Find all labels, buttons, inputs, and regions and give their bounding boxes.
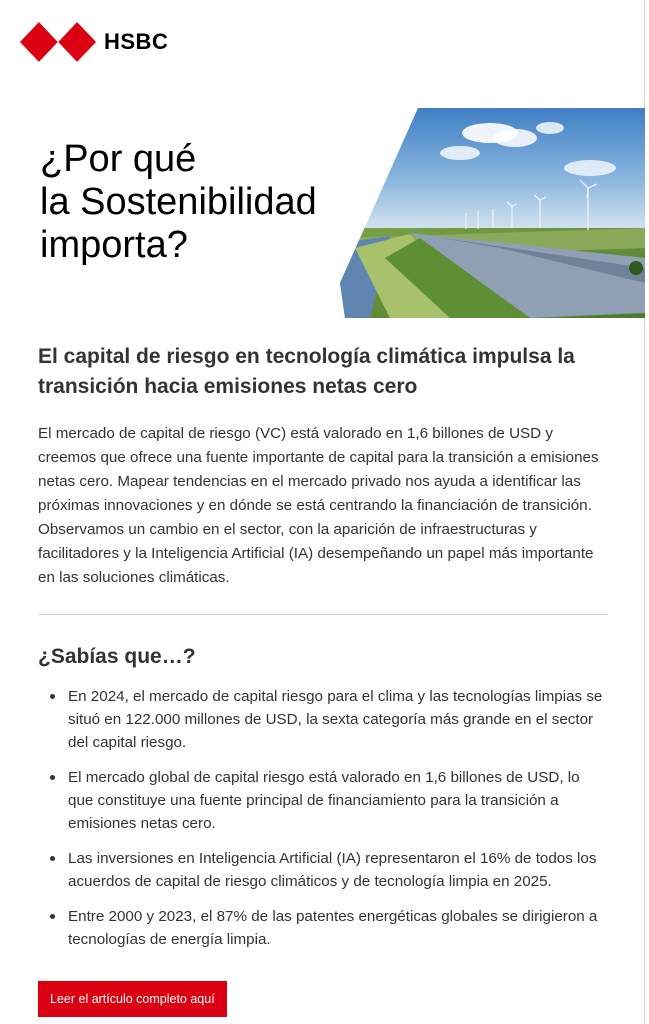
hero-title-line: ¿Por qué	[40, 138, 197, 180]
wind-turbines-solar-field-photo	[300, 108, 645, 318]
fact-text: En 2024, el mercado de capital riesgo para el clima y las tecnologías limpias se situó en 122.000 millones de USD, la sexta categoría más grande en el sector del capital riesgo.	[68, 688, 603, 751]
bullet-icon	[50, 694, 55, 699]
hero-title-line: la Sostenibilidad	[40, 181, 317, 223]
bullet-icon	[50, 914, 55, 919]
article-title: El capital de riesgo en tecnología climática impulsa la transición hacia emisiones netas cero	[38, 345, 575, 398]
fact-text: Las inversiones en Inteligencia Artificial (IA) representaron el 16% de todos los acuerdos de capital de riesgo climáticos y de tecnología limpia en 2025.	[68, 850, 597, 890]
section-divider	[38, 614, 608, 615]
list-item	[38, 847, 608, 893]
hero-banner	[0, 108, 645, 318]
bullet-icon	[50, 856, 55, 861]
hero-title	[40, 138, 317, 267]
bullet-icon	[50, 775, 55, 780]
fact-text: El mercado global de capital riesgo está valorado en 1,6 billones de USD, lo que constituye una fuente principal de financiamiento para la transición a emisiones netas cero.	[68, 769, 580, 832]
list-item	[38, 905, 608, 951]
article-body	[38, 342, 608, 1017]
fact-text: Entre 2000 y 2023, el 87% de las patentes energéticas globales se dirigieron a tecnologías de energía limpia.	[68, 908, 598, 948]
read-full-article-button[interactable]: Leer el artículo completo aquí	[38, 981, 227, 1017]
facts-title: ¿Sabías que…?	[38, 645, 196, 668]
header	[20, 22, 168, 62]
facts-list	[38, 685, 608, 951]
brand-name[interactable]: HSBC	[104, 29, 169, 54]
list-item	[38, 766, 608, 835]
hsbc-hexagon-logo-icon[interactable]	[20, 22, 96, 62]
hero-title-line: importa?	[40, 224, 188, 266]
article-intro: El mercado de capital de riesgo (VC) está valorado en 1,6 billones de USD y creemos que ofrece una fuente importante de capital para la transición a emisiones netas cero. Mapear tendencias en el mercado privado nos ayuda a identificar las próximas innovaciones y en dónde se está centrando la financiación de transición. Observamos un cambio en el sector, con la aparición de infraestructuras y facilitadores y la Inteligencia Artificial (IA) desempeñando un papel más importante en las soluciones climáticas.	[38, 425, 599, 586]
list-item	[38, 685, 608, 754]
